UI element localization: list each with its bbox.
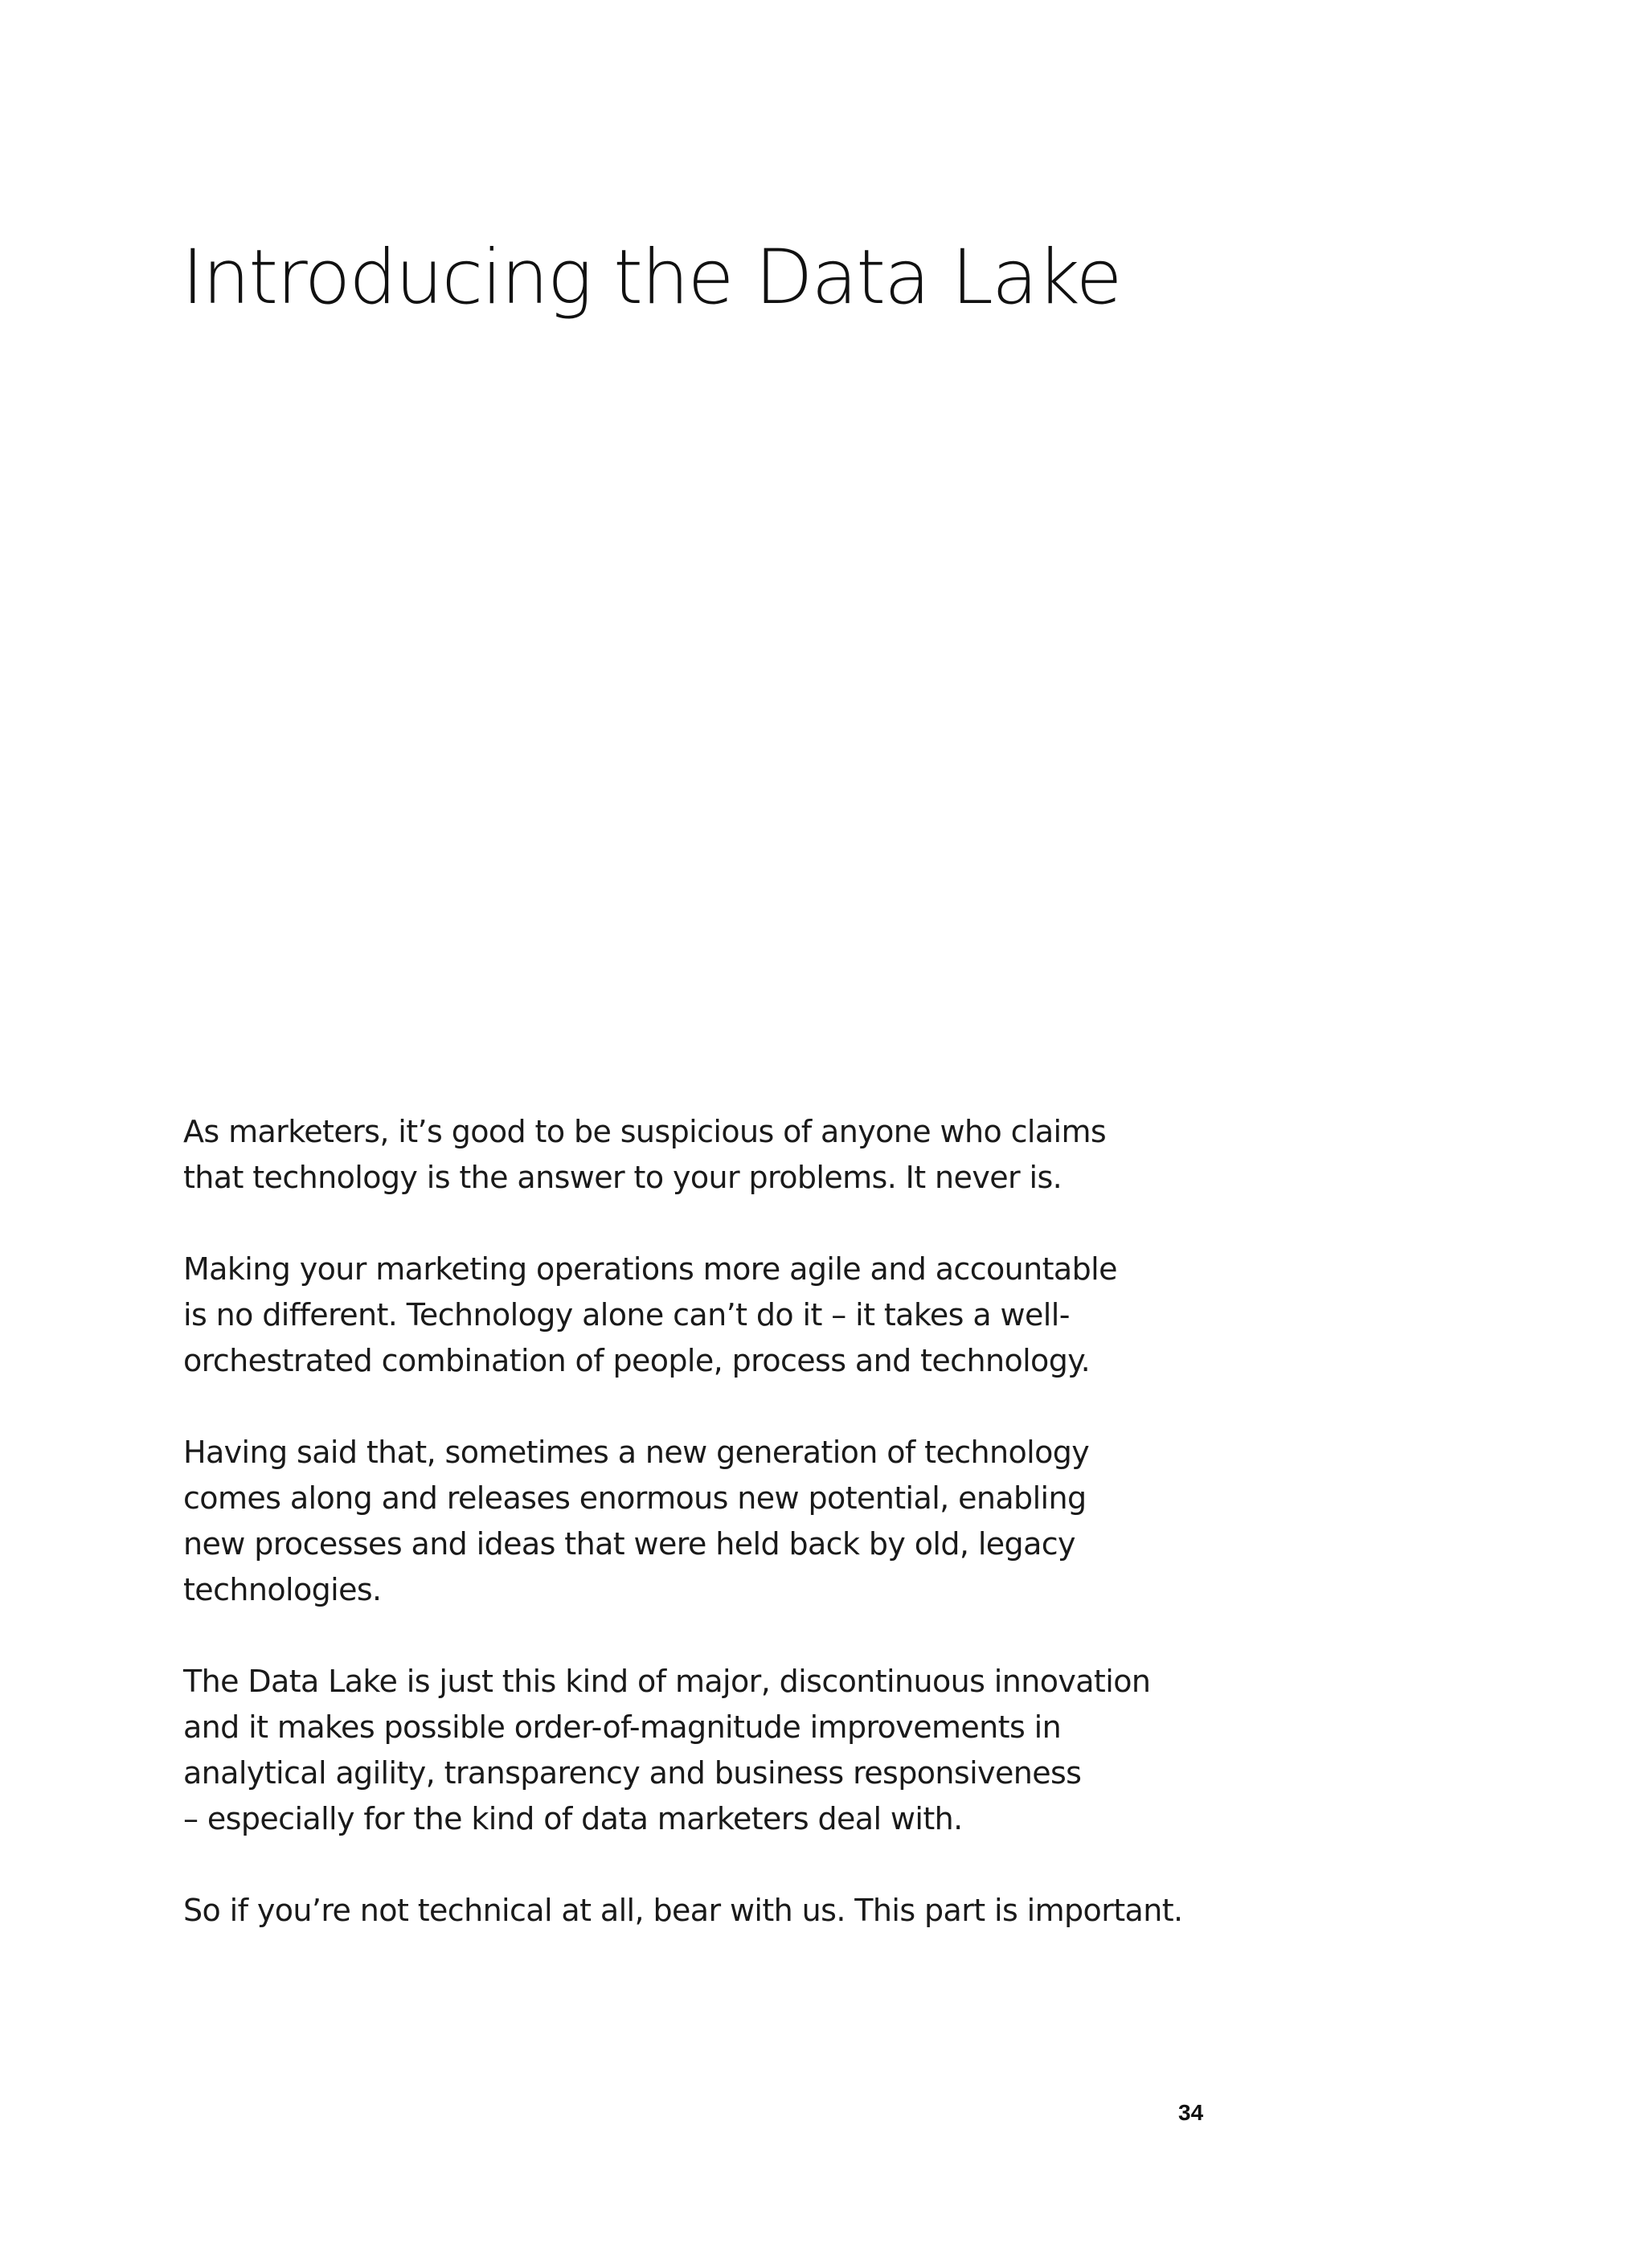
body-text (183, 1109, 1183, 1979)
paragraph-new-generation (183, 1430, 1180, 1613)
text-line: So if you’re not technical at all, bear with us. This part is important. (183, 1893, 1183, 1928)
paragraph-data-lake (183, 1659, 1180, 1842)
text-line: – especially for the kind of data marketers deal with. (183, 1801, 963, 1836)
text-line: technologies. (183, 1572, 382, 1607)
text-line: Making your marketing operations more agile and accountable (183, 1251, 1117, 1287)
paragraph-intro (183, 1109, 1180, 1201)
text-line: and it makes possible order-of-magnitude improvements in (183, 1709, 1062, 1745)
text-line: As marketers, it’s good to be suspicious of anyone who claims (183, 1114, 1107, 1149)
text-line: Having said that, sometimes a new generation of technology (183, 1435, 1090, 1470)
page-number: 34 (1178, 2100, 1204, 2125)
paragraph-agility (183, 1247, 1180, 1384)
text-line: analytical agility, transparency and business responsiveness (183, 1755, 1082, 1791)
text-line: new processes and ideas that were held back by old, legacy (183, 1526, 1075, 1562)
text-line: The Data Lake is just this kind of major, discontinuous innovation (183, 1664, 1151, 1699)
paragraph-closing (183, 1888, 1183, 1934)
text-line: that technology is the answer to your problems. It never is. (183, 1160, 1063, 1195)
text-line: orchestrated combination of people, process and technology. (183, 1343, 1091, 1378)
page-title: Introducing the Data Lake (182, 234, 1121, 321)
text-line: is no different. Technology alone can’t do it – it takes a well- (183, 1297, 1070, 1333)
text-line: comes along and releases enormous new potential, enabling (183, 1480, 1087, 1516)
